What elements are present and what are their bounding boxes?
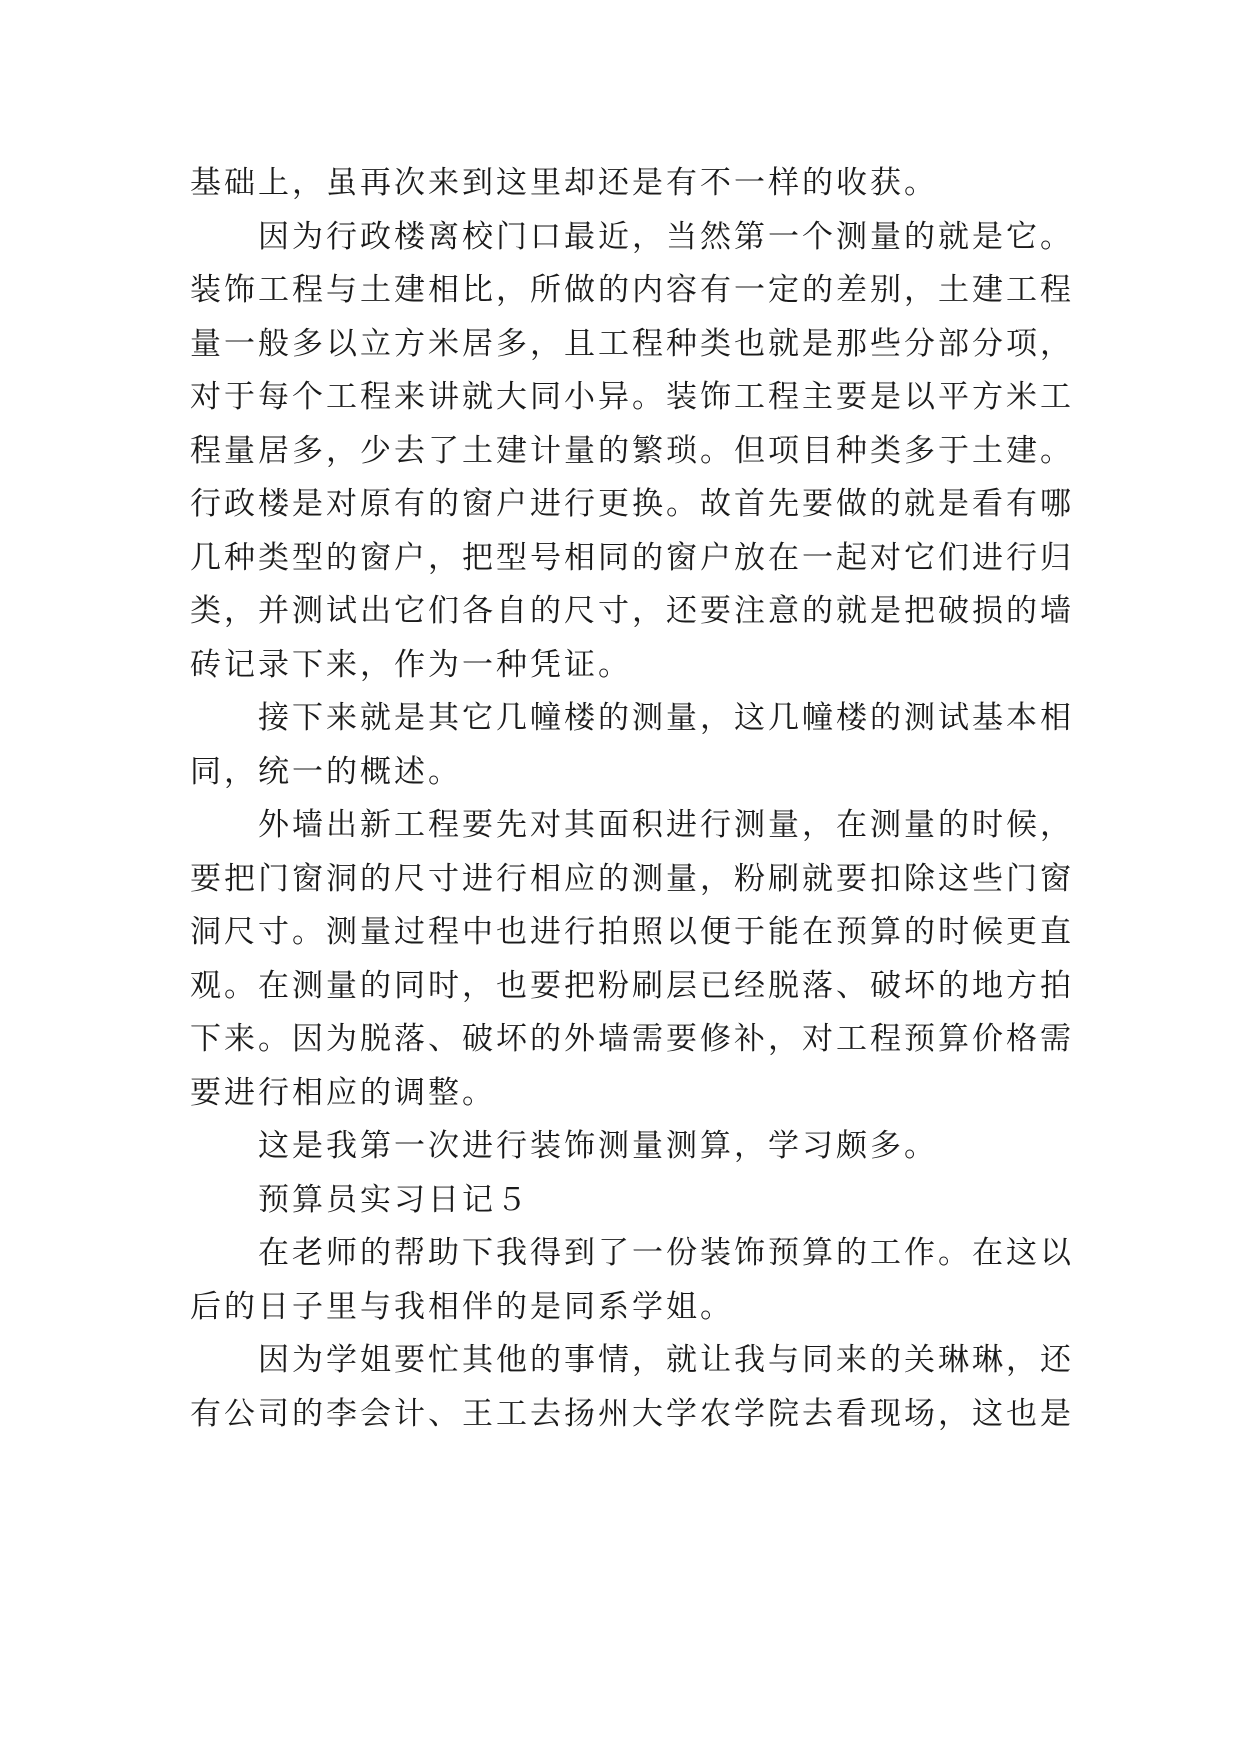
- text-line-12: 同，统一的概述。: [190, 753, 462, 790]
- document-body: [190, 157, 1074, 1441]
- text-line-8: 几种类型的窗户，把型号相同的窗户放在一起对它们进行归: [190, 539, 1074, 576]
- text-line-17: 下来。因为脱落、破坏的外墙需要修补，对工程预算价格需: [190, 1021, 1074, 1057]
- paragraph-start-line: 因为学姐要忙其他的事情，就让我与同来的关琳琳，还: [258, 1342, 1074, 1378]
- text-line-3: 装饰工程与土建相比，所做的内容有一定的差别，土建工程: [190, 272, 1074, 308]
- paragraph-start-line: 接下来就是其它几幢楼的测量，这几幢楼的测试基本相: [258, 700, 1074, 736]
- text-line-4: 量一般多以立方米居多，且工程种类也就是那些分部分项，: [190, 325, 1074, 362]
- text-line-15: 洞尺寸。测量过程中也进行拍照以便于能在预算的时候更直: [190, 914, 1074, 950]
- paragraph-start-line: 外墙出新工程要先对其面积进行测量，在测量的时候，: [258, 807, 1074, 843]
- text-line-7: 行政楼是对原有的窗户进行更换。故首先要做的就是看有哪: [190, 486, 1074, 522]
- paragraph-start-line: 在老师的帮助下我得到了一份装饰预算的工作。在这以: [258, 1235, 1074, 1271]
- paragraph-start-line: 因为行政楼离校门口最近，当然第一个测量的就是它。: [258, 218, 1074, 255]
- text-line-10: 砖记录下来，作为一种凭证。: [190, 646, 632, 683]
- text-line-5: 对于每个工程来讲就大同小异。装饰工程主要是以平方米工: [190, 379, 1074, 415]
- text-line-18: 要进行相应的调整。: [190, 1074, 496, 1111]
- text-line-6: 程量居多，少去了土建计量的繁琐。但项目种类多于土建。: [190, 432, 1074, 469]
- paragraph-start-line: 这是我第一次进行装饰测量测算，学习颇多。: [258, 1128, 938, 1164]
- text-line-16: 观。在测量的同时，也要把粉刷层已经脱落、破坏的地方拍: [190, 967, 1074, 1004]
- text-line-22: 后的日子里与我相伴的是同系学姐。: [190, 1288, 734, 1325]
- text-line-24: 有公司的李会计、王工去扬州大学农学院去看现场，这也是: [190, 1395, 1074, 1432]
- text-line-14: 要把门窗洞的尺寸进行相应的测量，粉刷就要扣除这些门窗: [190, 860, 1074, 897]
- text-line-1: 基础上，虽再次来到这里却还是有不一样的收获。: [190, 165, 938, 201]
- text-line-9: 类，并测试出它们各自的尺寸，还要注意的就是把破损的墙: [190, 593, 1074, 629]
- section-heading: 预算员实习日记５: [258, 1181, 530, 1218]
